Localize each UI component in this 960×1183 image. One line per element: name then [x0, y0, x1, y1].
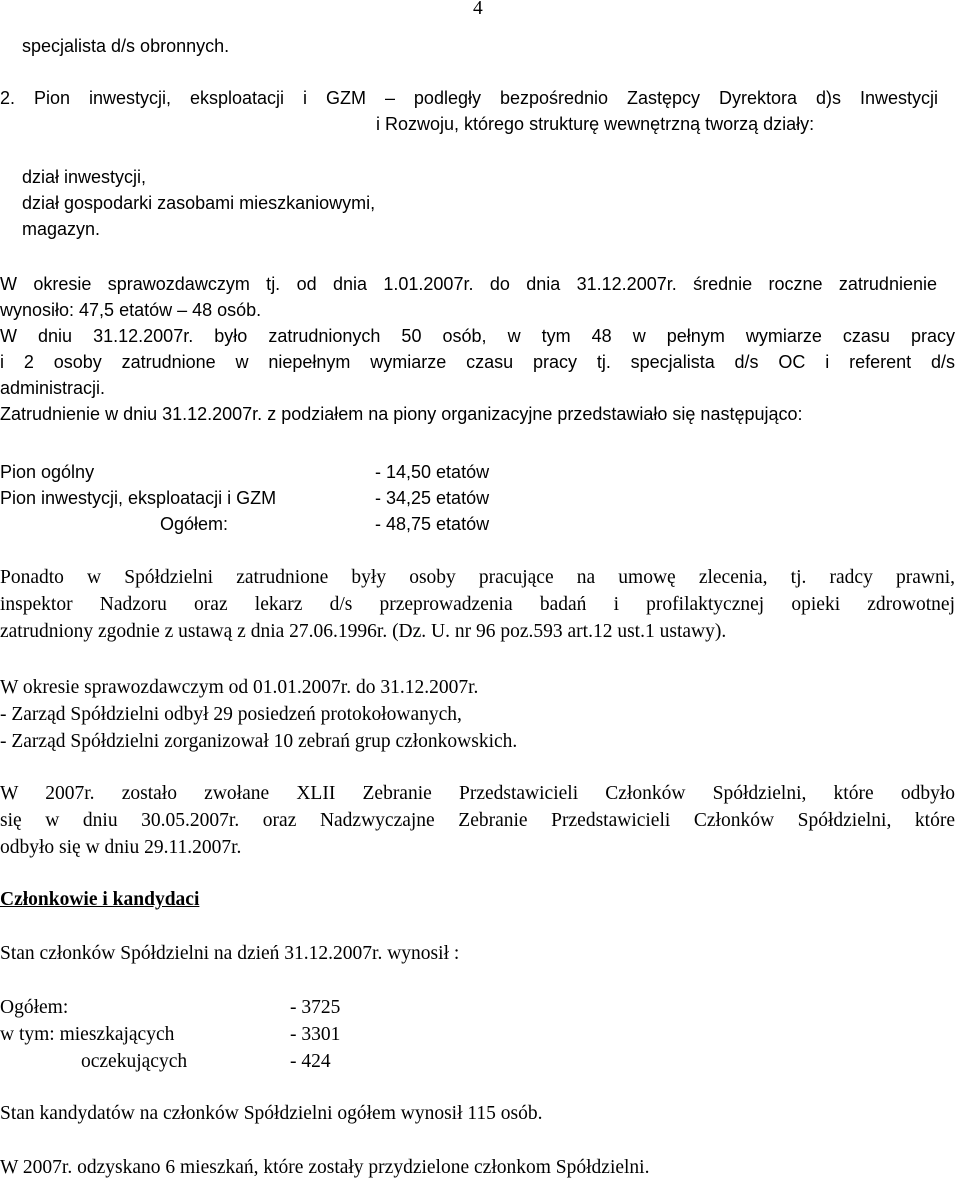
board-bullet-2: - Zarząd Spółdzielni zorganizował 10 zebrań grup członkowskich.: [0, 731, 518, 752]
contracts-line3: zatrudniony zgodnie z ustawą z dnia 27.06.1996r. (Dz. U. nr 96 poz.593 art.12 ust.1 ustawy).: [0, 621, 727, 642]
members-row-1-value: - 3725: [290, 997, 341, 1018]
contracts-line2: inspektor Nadzoru oraz lekarz d/s przeprowadzenia badań i profilaktycznej opieki zdrowotnej: [0, 594, 955, 615]
members-flats: W 2007r. odzyskano 6 mieszkań, które zostały przydzielone członkom Spółdzielni.: [0, 1157, 650, 1178]
pion-row-2-value: - 34,25 etatów: [375, 488, 490, 508]
section2-item-3: magazyn.: [22, 219, 101, 239]
pion-row-3-value: - 48,75 etatów: [375, 514, 490, 534]
members-stan: Stan członków Spółdzielni na dzień 31.12.2007r. wynosił :: [0, 943, 460, 964]
employment-p1-line1: W okresie sprawozdawczym tj. od dnia 1.01.2007r. do dnia 31.12.2007r. średnie roczne zatrudnienie: [0, 274, 937, 294]
employment-p3-head: Zatrudnienie w dniu 31.12.2007r.: [0, 404, 263, 424]
members-row-2-value: - 3301: [290, 1024, 341, 1045]
section2-item-2: dział gospodarki zasobami mieszkaniowymi,: [22, 193, 376, 213]
assembly-line3: odbyło się w dniu 29.11.2007r.: [0, 837, 242, 858]
employment-p2-line3: administracji.: [0, 378, 106, 398]
members-row-3-label: oczekujących: [81, 1051, 188, 1072]
pion-row-2-label: Pion inwestycji, eksploatacji i GZM: [0, 488, 277, 508]
board-head: W okresie sprawozdawczym od 01.01.2007r. do 31.12.2007r.: [0, 677, 479, 698]
assembly-line2: się w dniu 30.05.2007r. oraz Nadzwyczajne Zebranie Przedstawicieli Członków Spółdzielni, które: [0, 810, 955, 831]
employment-p1-line2: wynosiło: 47,5 etatów – 48 osób.: [0, 300, 262, 320]
pion-row-1-value: - 14,50 etatów: [375, 462, 490, 482]
members-row-2-label: w tym: mieszkających: [0, 1024, 175, 1045]
employment-p2-line1: W dniu 31.12.2007r. było zatrudnionych 50 osób, w tym 48 w pełnym wymiarze czasu pracy: [0, 326, 955, 346]
section2-line2: i Rozwoju, którego strukturę wewnętrzną tworzą działy:: [376, 114, 815, 134]
employment-p3: [0, 401, 803, 427]
pion-row-3-label: Ogółem:: [160, 514, 229, 534]
pion-row-1-label: Pion ogólny: [0, 462, 95, 482]
section2-item-1: dział inwestycji,: [22, 167, 147, 187]
members-candidates: Stan kandydatów na członków Spółdzielni ogółem wynosił 115 osób.: [0, 1103, 543, 1124]
members-row-3-value: - 424: [290, 1051, 331, 1072]
page-number: 4: [473, 0, 483, 19]
members-heading: Członkowie i kandydaci: [0, 889, 200, 910]
contracts-line1: Ponadto w Spółdzielni zatrudnione były osoby pracujące na umowę zlecenia, tj. radcy prawni,: [0, 567, 955, 588]
employment-p2-line2: i 2 osoby zatrudnione w niepełnym wymiarze czasu pracy tj. specjalista d/s OC i referent d/s: [0, 352, 955, 372]
assembly-line1: W 2007r. zostało zwołane XLII Zebranie Przedstawicieli Członków Spółdzielni, które odbyło: [0, 783, 955, 804]
members-row-1-label: Ogółem:: [0, 997, 69, 1018]
board-bullet-1: - Zarząd Spółdzielni odbył 29 posiedzeń protokołowanych,: [0, 704, 462, 725]
section2-line1: 2. Pion inwestycji, eksploatacji i GZM – podległy bezpośrednio Zastępcy Dyrektora d)s Inwestycji: [0, 88, 938, 108]
intro-tail: specjalista d/s obronnych.: [22, 36, 230, 56]
employment-p3-tail: z podziałem na piony organizacyjne przedstawiało się następująco:: [262, 404, 803, 424]
